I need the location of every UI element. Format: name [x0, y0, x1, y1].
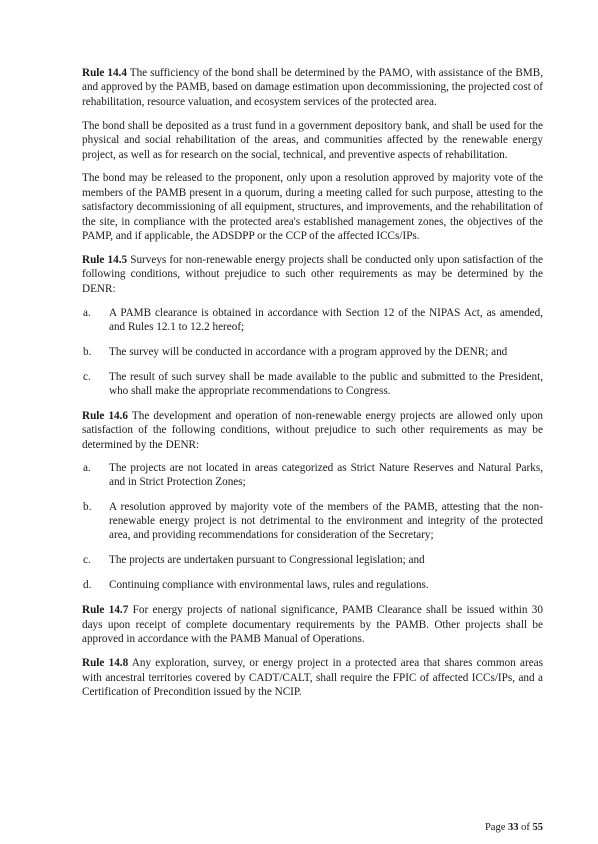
rule-14-5-list: [82, 306, 543, 398]
list-item-text: The survey will be conducted in accordance with a program approved by the DENR; and: [109, 345, 508, 358]
rule-14-8-text: Any exploration, survey, or energy project in a protected area that shares common areas with ancestral territories covered by CADT/CALT, shall require the FPIC of affected ICCs/IPs, and a Certification of Precondition issued by the NCIP.: [82, 657, 543, 698]
list-item: [82, 370, 543, 398]
bond-release-paragraph: The bond may be released to the proponent, only upon a resolution approved by majority vote of the members of the PAMB present in a quorum, during a meeting called for such purpose, attesting to the satisfactory decommissioning of all equipment, structures, and improvements, and the rehabilitation of the site, in compliance with the protected area's established management zones, the objectives of the PAMP, and if applicable, the ADSDPP or the CCP of the affected ICCs/IPs.: [82, 172, 543, 243]
list-marker: b.: [83, 345, 92, 358]
list-item: [82, 306, 543, 334]
rule-14-6-label: Rule 14.6: [82, 409, 129, 422]
list-item-text: The projects are undertaken pursuant to Congressional legislation; and: [109, 554, 425, 567]
rule-14-5-label: Rule 14.5: [82, 253, 128, 266]
list-marker: d.: [83, 579, 92, 592]
list-item: [82, 553, 543, 567]
list-marker: a.: [83, 462, 91, 475]
rule-14-5-paragraph: [82, 253, 543, 296]
rule-14-7-label: Rule 14.7: [82, 604, 129, 617]
rule-14-8-label: Rule 14.8: [82, 657, 129, 670]
list-item-text: The result of such survey shall be made available to the public and submitted to the President, who shall make the appropriate recommendations to Congress.: [109, 370, 543, 397]
list-item: [82, 461, 543, 489]
page-prefix: Page: [484, 822, 508, 833]
rule-14-4-label: Rule 14.4: [82, 67, 127, 79]
list-item-text: A PAMB clearance is obtained in accordance with Section 12 of the NIPAS Act, as amended, and Rules 12.1 to 12.2 hereof;: [109, 306, 543, 333]
list-item: [82, 345, 543, 359]
list-marker: c.: [83, 370, 91, 383]
page-number: 33: [508, 822, 519, 833]
page-total: 55: [532, 822, 543, 833]
rule-14-6-paragraph: [82, 409, 543, 452]
rule-14-4-text: The sufficiency of the bond shall be determined by the PAMO, with assistance of the BMB, and approved by the PAMB, based on damage estimation upon decommissioning, the projected cost of rehabilitation, resource valuation, and ecosystem services of the protected area.: [82, 67, 544, 108]
rule-14-4-paragraph: [82, 66, 543, 109]
list-item-text: The projects are not located in areas categorized as Strict Nature Reserves and Natural Parks, and in Strict Protection Zones;: [109, 462, 543, 489]
rule-14-7-text: For energy projects of national significance, PAMB Clearance shall be issued within 30 days upon receipt of complete documentary requirements by the PAMB. Other projects shall be approved in accordance with the PAMB Manual of Operations.: [82, 604, 543, 646]
list-item: [82, 578, 543, 592]
document-page: [82, 66, 543, 709]
list-item-text: A resolution approved by majority vote of the members of the PAMB, attesting that the non-renewable energy project is not detrimental to the environment and integrity of the protected area, and providing recommendations for consideration of the Secretary;: [109, 501, 543, 542]
page-of: of: [518, 822, 533, 833]
list-marker: b.: [83, 501, 92, 514]
bond-deposit-paragraph: The bond shall be deposited as a trust fund in a government depository bank, and shall be used for the physical and social rehabilitation of the areas, and communities affected by the renewable energy project, as well as for research on the social, technical, and preventive aspects of rehabilitation.: [82, 119, 543, 161]
page-number-footer: [485, 822, 543, 833]
rule-14-5-text: Surveys for non-renewable energy projects shall be conducted only upon satisfaction of the following conditions, without prejudice to such other requirements as may be determined by the DENR:: [82, 253, 543, 295]
list-item-text: Continuing compliance with environmental laws, rules and regulations.: [109, 579, 429, 592]
rule-14-8-paragraph: [82, 656, 543, 699]
list-marker: a.: [83, 306, 91, 319]
rule-14-6-text: The development and operation of non-renewable energy projects are allowed only upon satisfaction of the following conditions, without prejudice to such other requirements as may be determined by the DENR:: [82, 409, 544, 451]
list-item: [82, 500, 543, 542]
list-marker: c.: [83, 554, 91, 567]
rule-14-6-list: [82, 461, 543, 592]
rule-14-7-paragraph: [82, 603, 543, 646]
